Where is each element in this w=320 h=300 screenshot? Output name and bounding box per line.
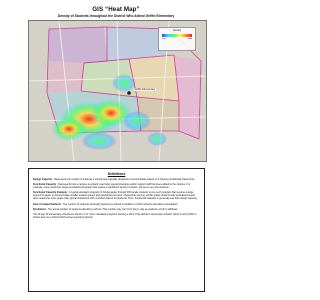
- definition-term: Functional Capacity Example: [33, 191, 67, 195]
- page-title: GIS “Heat Map”: [92, 6, 140, 13]
- definition-design-capacity: [33, 178, 200, 181]
- definitions-heading: Definitions: [107, 172, 126, 176]
- definition-text: - Represents the number of students a school was originally designed to accommodate based on # housing (traditional) classrooms.: [51, 178, 196, 181]
- definition-term: Functional Capacity: [33, 183, 57, 187]
- definition-functional-capacity-example: [33, 191, 200, 200]
- page-subtitle: Density of Students throughout the District Who Attend Griffin Elementary: [57, 14, 175, 18]
- school-marker: [127, 91, 131, 95]
- zone-northwest: [49, 27, 107, 63]
- legend-color-scale: [162, 34, 192, 37]
- legend-low-label: Low: [162, 38, 166, 40]
- definition-text: *All 10 day-10 elementary schools are found to 2 or more mandated programs housing a third of the district’s elementary schools, which is why Griffin is shown here as a school which serves special programs.: [33, 212, 197, 219]
- definition-term: Enrollment: [33, 207, 46, 211]
- definition-footnote: [33, 213, 200, 219]
- definition-enrollment: [33, 208, 200, 211]
- definition-text: - A typical education program for Kindergarten through Fifth grade students is one such program that requires a large amount of space to accommodate smaller student groups and specialized services. Classrooms serving 1st-5th grade students with specialized needs often require far more space than typical classrooms with a student load of 22 students; Thus, Functional Capacity is generally less than design capacity.: [33, 191, 198, 201]
- definition-over-crowded-students: [33, 203, 200, 206]
- heat-map: [28, 20, 207, 162]
- map-legend: [158, 27, 196, 51]
- definition-term: Design Capacity: [33, 178, 52, 181]
- legend-high-label: High: [187, 38, 192, 40]
- definition-text: - The number of students physically housed at a school in addition to which school's attendance boundaries.: [60, 202, 179, 206]
- definition-functional-capacity: [33, 183, 200, 189]
- definition-term: Over-Crowded Students: [33, 202, 61, 206]
- definition-text: - Represents how a campus is actually used after special programs and/or support staff has been added to the campus. For example, many campuses house specialized programs that require a significant amount of space, but serve very few students.: [33, 183, 191, 190]
- legend-title: Density: [173, 29, 181, 32]
- definitions-box: [28, 168, 205, 292]
- definition-text: - The actual number of students attending a school. This number may vary from day to day as students enroll or withdraw.: [45, 207, 178, 211]
- school-label: Griffin Elementary: [134, 88, 156, 91]
